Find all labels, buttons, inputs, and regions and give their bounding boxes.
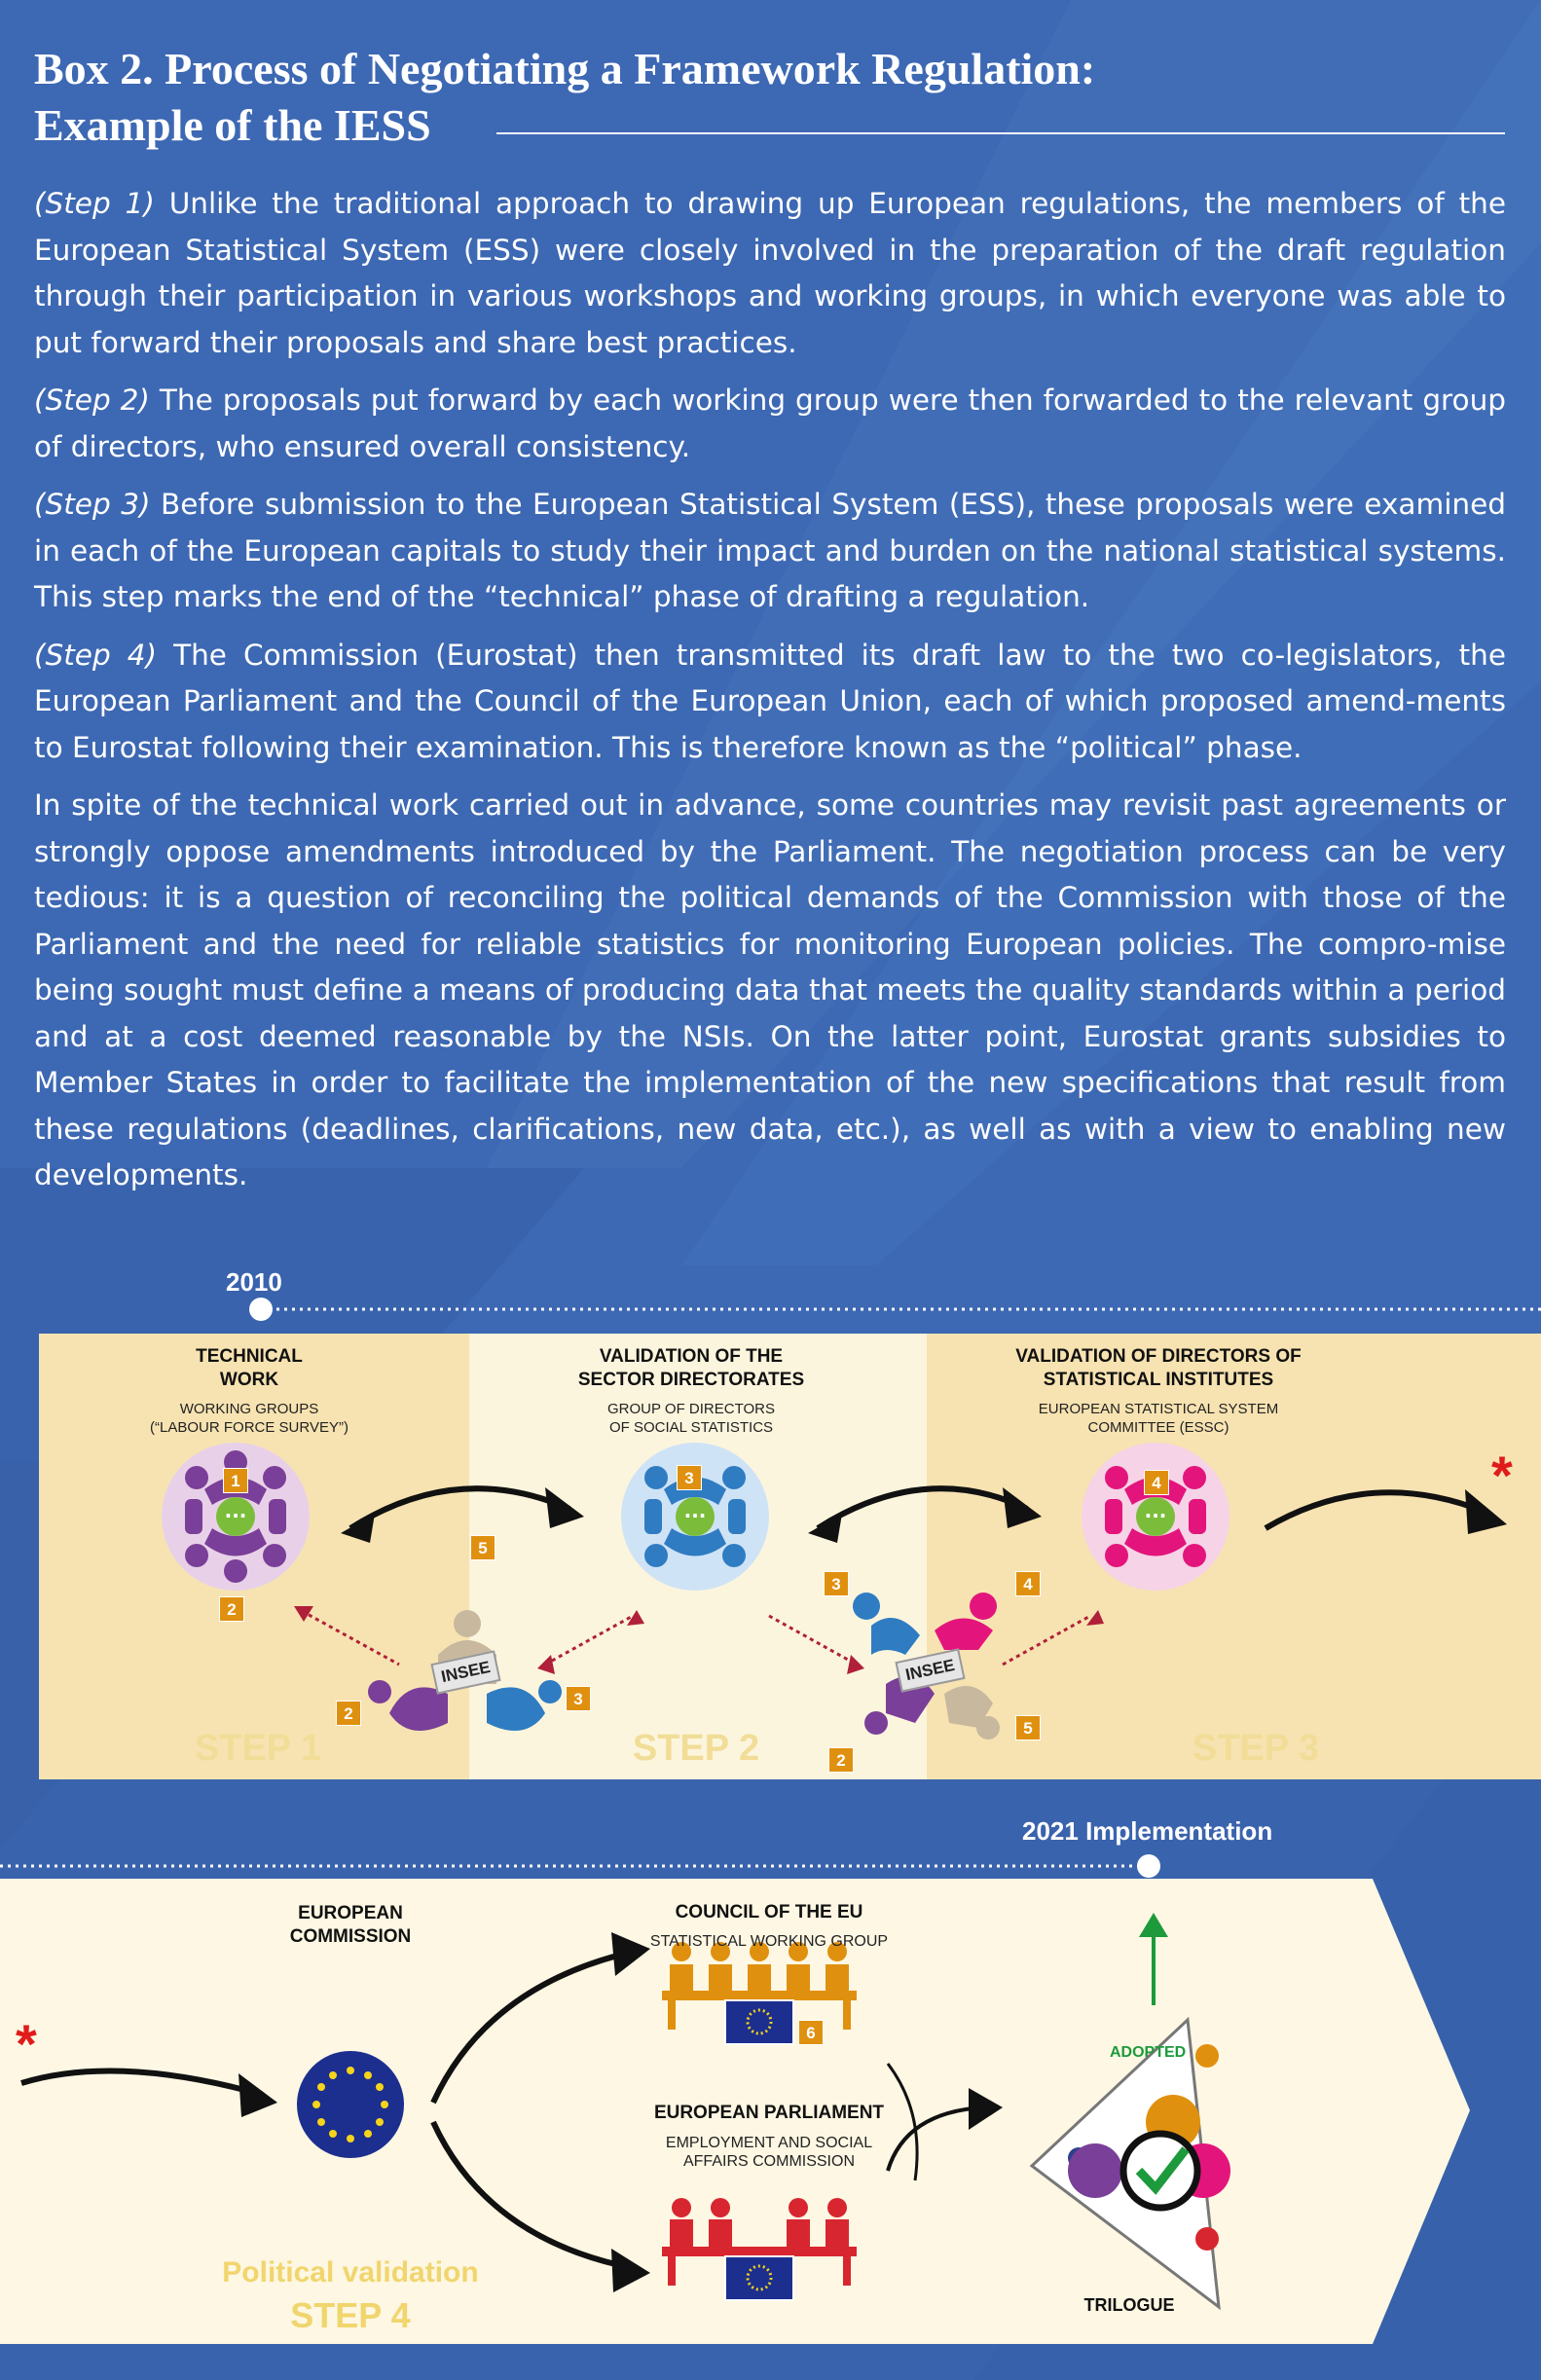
adopted-label: ADOPTED — [1110, 2044, 1187, 2061]
paragraph-text: Unlike the traditional approach to drawing up European regulations, the members of the European Statistical System (ESS) were closely involved in the preparation of the draft regulation through their participation in various workshops and working groups, in which everyone was able to put forward their proposals and share best practices. — [34, 187, 1506, 359]
step3-title: VALIDATION OF DIRECTORS OF STATISTICAL INSTITUTES — [1015, 1346, 1302, 1390]
paragraph-text: Before submission to the European Statistical System (ESS), these proposals were examined in each of the European capitals to study their impact and burden on the national statistical systems. This step marks the end of the “technical” phase of drafting a regulation. — [34, 488, 1506, 613]
svg-text:···: ··· — [683, 1504, 707, 1527]
timeline-start-dot — [249, 1298, 273, 1321]
badge: 4 — [1144, 1470, 1169, 1495]
red-star: * — [16, 2013, 37, 2074]
box-title — [34, 41, 1514, 154]
badge: 4 — [1015, 1571, 1041, 1596]
parliament-sublabel: EMPLOYMENT AND SOCIAL AFFAIRS COMMISSION — [665, 2135, 873, 2170]
step1-title: TECHNICAL WORK — [196, 1346, 303, 1390]
badge: 2 — [219, 1596, 244, 1622]
step-label: (Step 3) — [34, 488, 151, 521]
paragraph-step-4 — [34, 633, 1506, 772]
badge: 1 — [223, 1468, 248, 1493]
badge: 6 — [798, 2020, 824, 2045]
check-icon — [1123, 2134, 1197, 2208]
step2-title: VALIDATION OF THE SECTOR DIRECTORATES — [577, 1346, 805, 1390]
trilogue-label: TRILOGUE — [1083, 2295, 1175, 2315]
badge: 3 — [566, 1686, 591, 1711]
timeline-end-dot — [1137, 1854, 1160, 1878]
title-rule — [496, 132, 1505, 134]
timeline-start-year: 2010 — [226, 1267, 282, 1297]
step2-label: STEP 2 — [632, 1728, 760, 1769]
svg-text:···: ··· — [1144, 1504, 1167, 1527]
commission-label: EUROPEAN COMMISSION — [289, 1903, 412, 1947]
step3-label: STEP 3 — [1192, 1728, 1320, 1769]
insee-label-2: INSEE — [895, 1648, 965, 1692]
badge: 2 — [828, 1747, 854, 1773]
paragraph-text: The proposals put forward by each working group were then forwarded to the relevant group of directors, who ensured overall consistency. — [34, 384, 1506, 463]
timeline-bottom — [0, 1851, 1541, 1881]
title-line-2: Example of the IESS — [34, 100, 431, 150]
step-label: (Step 2) — [34, 384, 150, 417]
paragraph-step-2 — [34, 378, 1506, 470]
step-label: (Step 4) — [34, 638, 158, 672]
badge: 3 — [677, 1465, 702, 1490]
insee-label-1: INSEE — [430, 1650, 500, 1694]
step2-subtitle: GROUP OF DIRECTORS OF SOCIAL STATISTICS — [607, 1401, 775, 1436]
council-label: COUNCIL OF THE EU — [675, 1902, 863, 1922]
step1-subtitle: WORKING GROUPS (“LABOUR FORCE SURVEY”) — [150, 1401, 349, 1436]
body-text — [34, 181, 1506, 1211]
paragraph-conclusion — [34, 783, 1506, 1199]
step3-subtitle: EUROPEAN STATISTICAL SYSTEM COMMITTEE (ESSC) — [1038, 1401, 1279, 1436]
parliament-label: EUROPEAN PARLIAMENT — [653, 2103, 885, 2123]
paragraph-text: In spite of the technical work carried out in advance, some countries may revisit past agreements or strongly oppose amendments introduced by the Parliament. The negotiation process can be very tedious: it is a question of reconciling the political demands of the Commission with those of the Parliament and the need for reliable statistics for monitoring European policies. The compro-mise being sought must define a means of producing data that meets the quality standards within a period and at a cost deemed reasonable by the NSIs. On the latter point, Eurostat grants subsidies to Member States in order to facilitate the implementation of the new specifications that result from these regulations (deadlines, clarifications, new data, etc.), as well as with a view to enabling new developments. — [34, 788, 1506, 1191]
step4-label: STEP 4 — [290, 2295, 411, 2335]
step-label: (Step 1) — [34, 187, 155, 220]
title-line-1: Box 2. Process of Negotiating a Framework Regulation: — [34, 44, 1096, 93]
step1-header — [107, 1345, 391, 1437]
political-validation-label: Political validation — [222, 2256, 479, 2288]
paragraph-step-3 — [34, 482, 1506, 621]
timeline-end-label: 2021 Implementation — [1022, 1816, 1273, 1846]
red-star: * — [1491, 1445, 1513, 1506]
badge: 3 — [824, 1571, 849, 1596]
badge: 5 — [470, 1535, 495, 1560]
step2-header — [545, 1345, 837, 1437]
step1-label: STEP 1 — [194, 1728, 322, 1769]
svg-text:···: ··· — [224, 1504, 247, 1527]
badge: 5 — [1015, 1715, 1041, 1740]
paragraph-step-1 — [34, 181, 1506, 366]
paragraph-text: The Commission (Eurostat) then transmitted its draft law to the two co-legislators, the European Parliament and the Council of the European Union, each of which proposed amend-ments to Eurostat following their examination. This is therefore known as the “political” phase. — [34, 638, 1506, 764]
timeline-top — [0, 1295, 1541, 1324]
badge: 2 — [336, 1701, 361, 1726]
step3-header — [983, 1345, 1334, 1437]
council-sublabel: STATISTICAL WORKING GROUP — [649, 1933, 889, 1950]
